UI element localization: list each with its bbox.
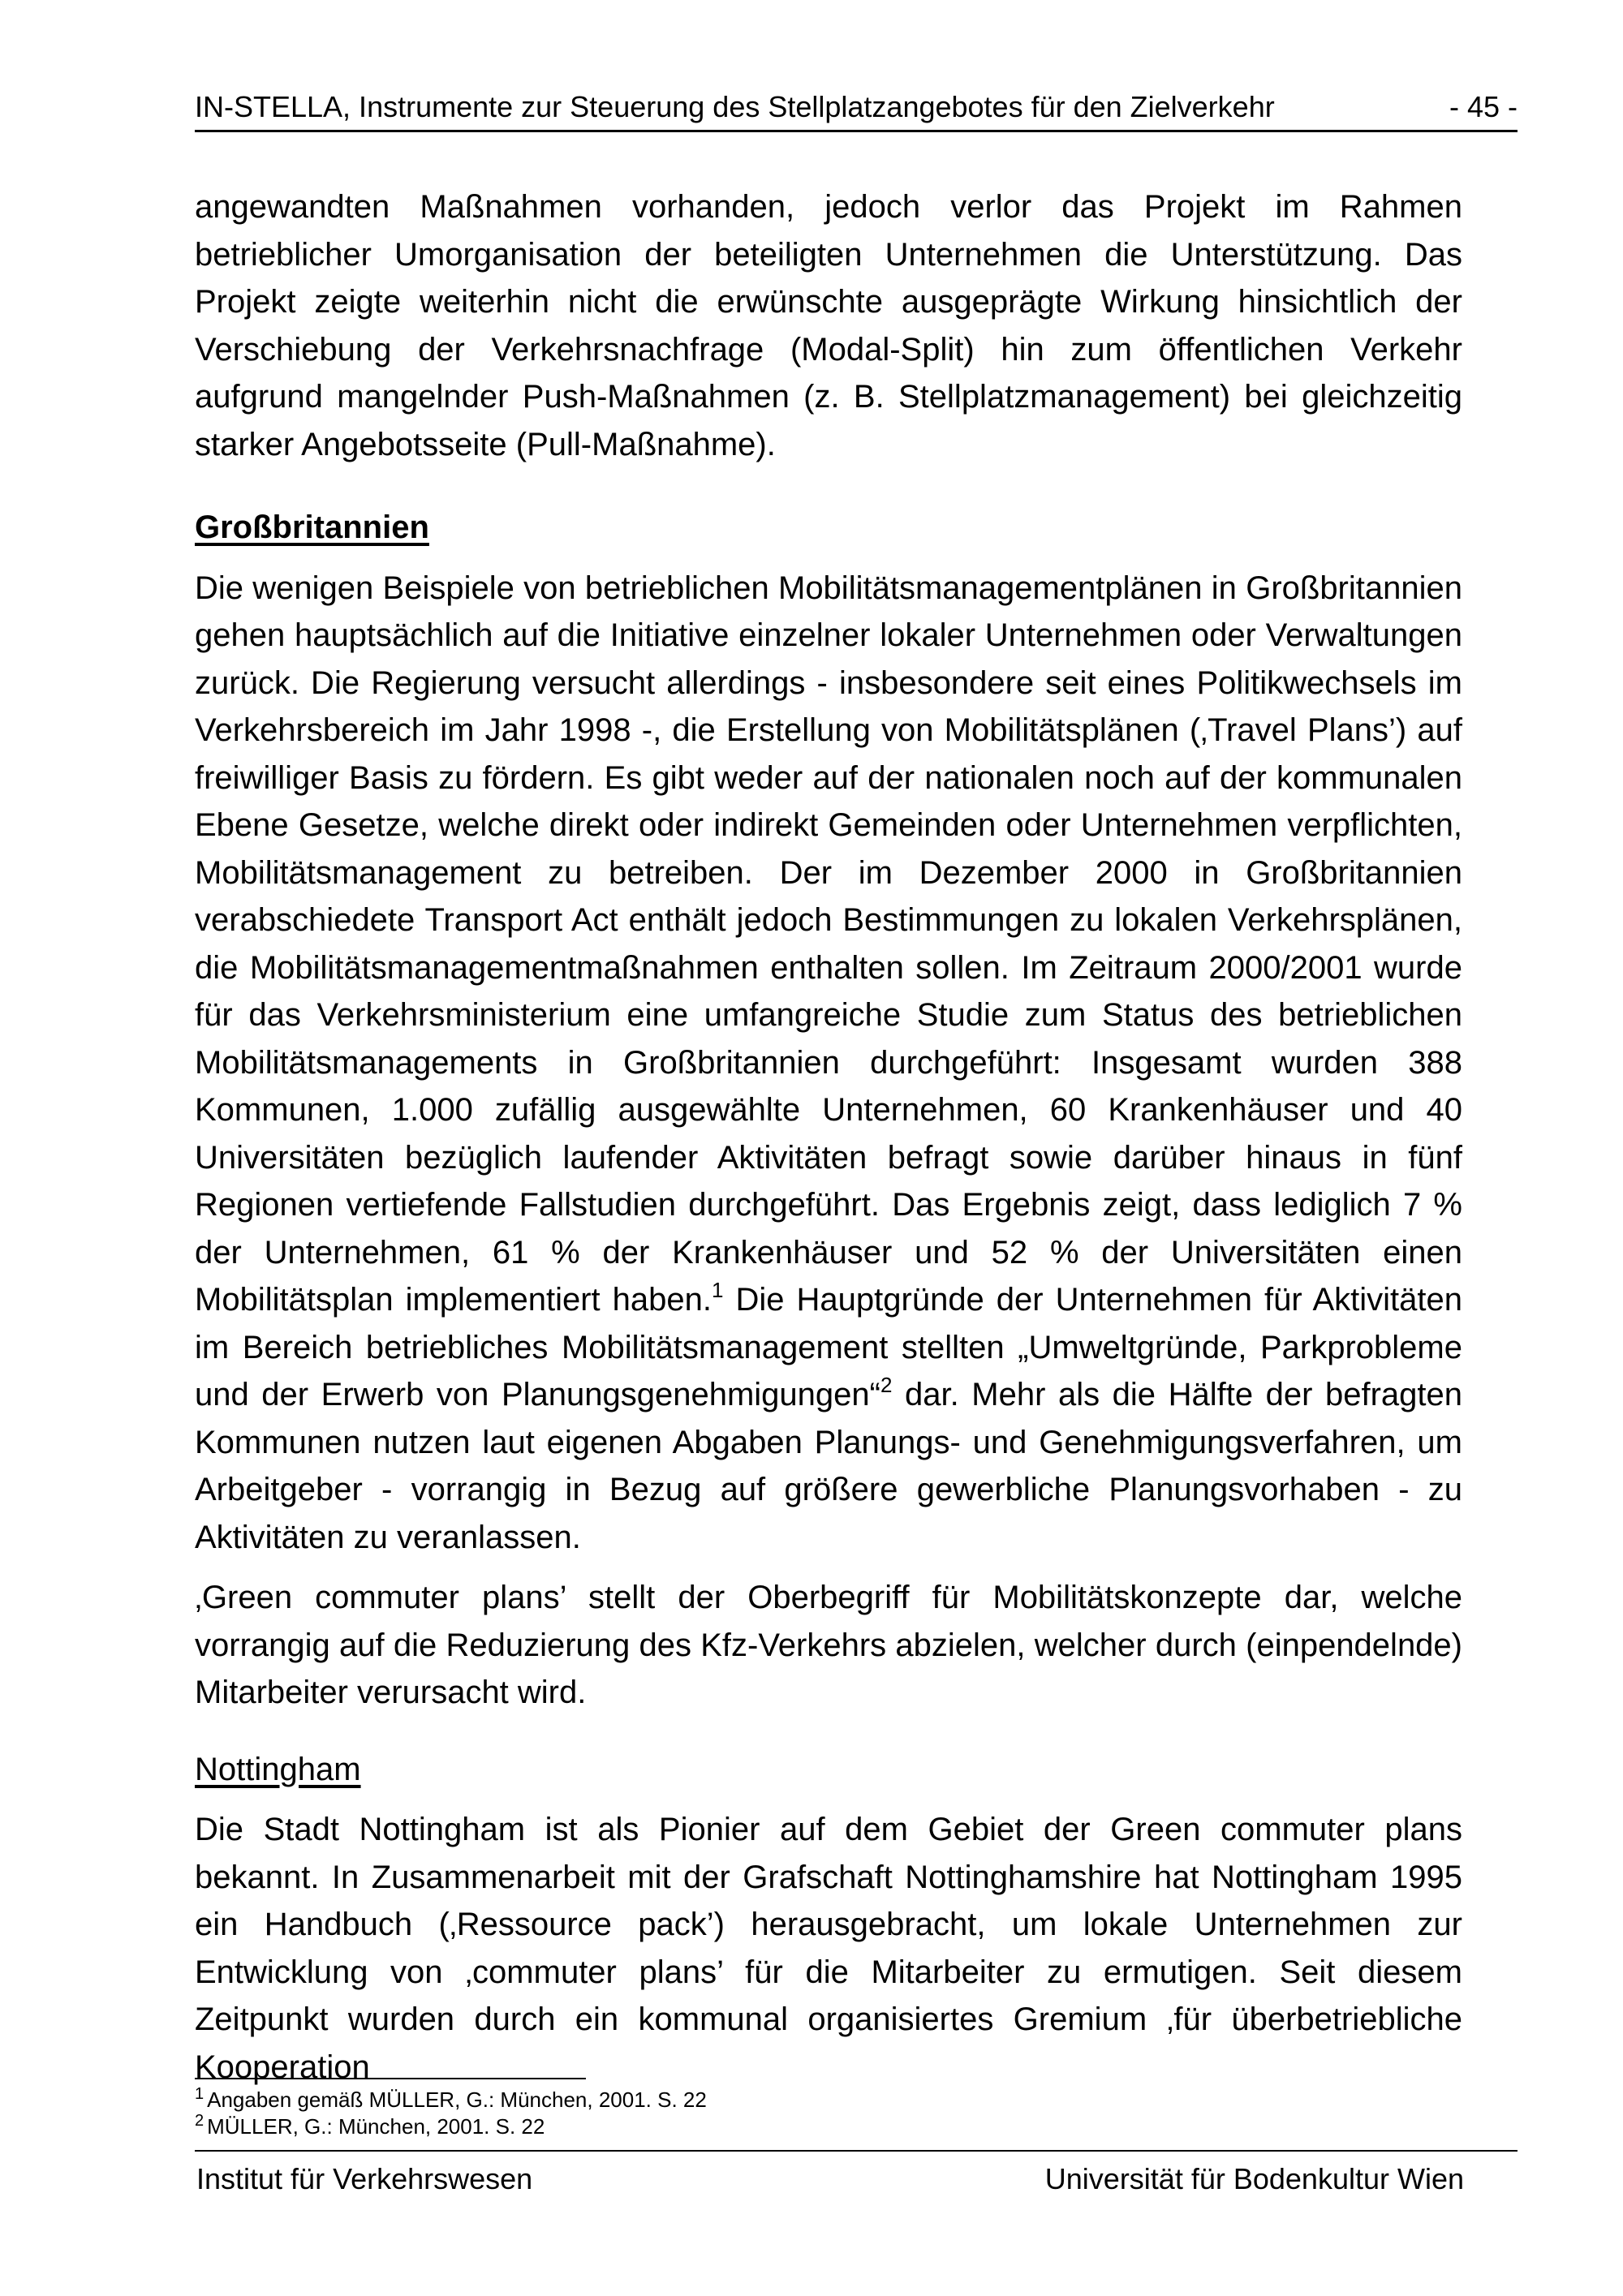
footer-institute: Institut für Verkehrswesen — [196, 2162, 533, 2195]
footnote-separator — [195, 2078, 586, 2079]
page-footer — [195, 2150, 1518, 2199]
footnote-mark-1: 1 — [195, 2085, 204, 2103]
footnote-2 — [195, 2113, 707, 2140]
paragraph-4: Die Stadt Nottingham ist als Pionier auf dem Gebiet der Green commuter plans bekannt. In Zusammenarbeit mit der Grafschaft Nottinghamshire hat Nottingham 1995 ein Handbuch (‚Ressource pack’) herausgebracht, um lokale Unternehmen zur Entwicklung von ‚commuter plans’ für die Mitarbeiter zu ermutigen. Seit diesem Zeitpunkt wurden durch ein kommunal organisiertes Gremium ‚für überbetriebliche Kooperation — [195, 1812, 1462, 2085]
footnotes — [195, 2087, 707, 2140]
section-heading-nottingham: Nottingham — [195, 1751, 361, 1787]
page-header — [195, 88, 1518, 132]
header-title: IN-STELLA, Instrumente zur Steuerung des Stellplatzangebotes für den Zielverkehr — [195, 90, 1275, 123]
footnote-mark-2: 2 — [195, 2112, 204, 2130]
footnote-text-1: Angaben gemäß MÜLLER, G.: München, 2001. S. 22 — [207, 2087, 707, 2112]
footnote-text-2: MÜLLER, G.: München, 2001. S. 22 — [207, 2114, 545, 2139]
page-number: - 45 - — [1449, 90, 1518, 123]
paragraph-2 — [195, 565, 1462, 1562]
footnote-1 — [195, 2087, 707, 2113]
body-text — [195, 183, 1462, 2091]
section-heading-grossbritannien: Großbritannien — [195, 510, 429, 545]
paragraph-3: ‚Green commuter plans’ stellt der Oberbegriff für Mobilitätskonzepte dar, welche vorrangig auf die Reduzierung des Kfz-Verkehrs abzielen, welcher durch (einpendelnde) Mitarbeiter verursacht wird. — [195, 1580, 1462, 1710]
paragraph-2-part-c: dar. Mehr als die Hälfte der befragten Kommunen nutzen laut eigenen Abgaben Planungs- und Genehmigungsverfahren, um Arbeitgeber - vorrangig in Bezug auf größere gewerbliche Planungsvorhaben - zu Aktivitäten zu veranlassen. — [195, 1377, 1462, 1555]
footnote-ref-1[interactable]: 1 — [712, 1278, 724, 1302]
paragraph-2-part-b: Die Hauptgründe der Unternehmen für Aktivitäten im Bereich betriebliches Mobilitätsmanagement stellten „Umweltgründe, Parkprobleme und der Erwerb von Planungsgenehmigungen“ — [195, 1282, 1463, 1412]
paragraph-2-part-a: Die wenigen Beispiele von betrieblichen Mobilitätsmanagementplänen in Großbritannien gehen hauptsächlich auf die Initiative einzelner lokaler Unternehmen oder Verwaltungen zurück. Die Regierung versucht allerdings - insbesondere seit eines Politikwechsels im Verkehrsbereich im Jahr 1998 -, die Erstellung von Mobilitätsplänen (‚Travel Plans’) auf freiwilliger Basis zu fördern. Es gibt weder auf der nationalen noch auf der kommunalen Ebene Gesetze, welche direkt oder indirekt Gemeinden oder Unternehmen verpflichten, Mobilitätsmanagement zu betreiben. Der im Dezember 2000 in Großbritannien verabschiedete Transport Act enthält jedoch Bestimmungen zu lokalen Verkehrsplänen, die Mobilitätsmanagementmaßnahmen enthalten sollen. Im Zeitraum 2000/2001 wurde für das Verkehrsministerium eine umfangreiche Studie zum Status des betrieblichen Mobilitätsmanagements in Großbritannien durchgeführt: Insgesamt wurden 388 Kommunen, 1.000 zufällig ausgewählte Unternehmen, 60 Krankenhäuser und 40 Universitäten bezüglich laufender Aktivitäten befragt sowie darüber hinaus in fünf Regionen vertiefende Fallstudien durchgeführt. Das Ergebnis zeigt, dass lediglich 7 % der Unternehmen, 61 % der Krankenhäuser und 52 % der Universitäten einen Mobilitätsplan implementiert haben. — [195, 570, 1462, 1318]
footnote-ref-2[interactable]: 2 — [880, 1373, 893, 1397]
paragraph-1: angewandten Maßnahmen vorhanden, jedoch verlor das Projekt im Rahmen betrieblicher Umorganisation der beteiligten Unternehmen die Unterstützung. Das Projekt zeigte weiterhin nicht die erwünschte ausgeprägte Wirkung hinsichtlich der Verschiebung der Verkehrsnachfrage (Modal-Split) hin zum öffentlichen Verkehr aufgrund mangelnder Push-Maßnahmen (z. B. Stellplatzmanagement) bei gleichzeitig starker Angebotsseite (Pull-Maßnahme). — [195, 189, 1462, 462]
footer-university: Universität für Bodenkultur Wien — [1044, 2162, 1464, 2195]
